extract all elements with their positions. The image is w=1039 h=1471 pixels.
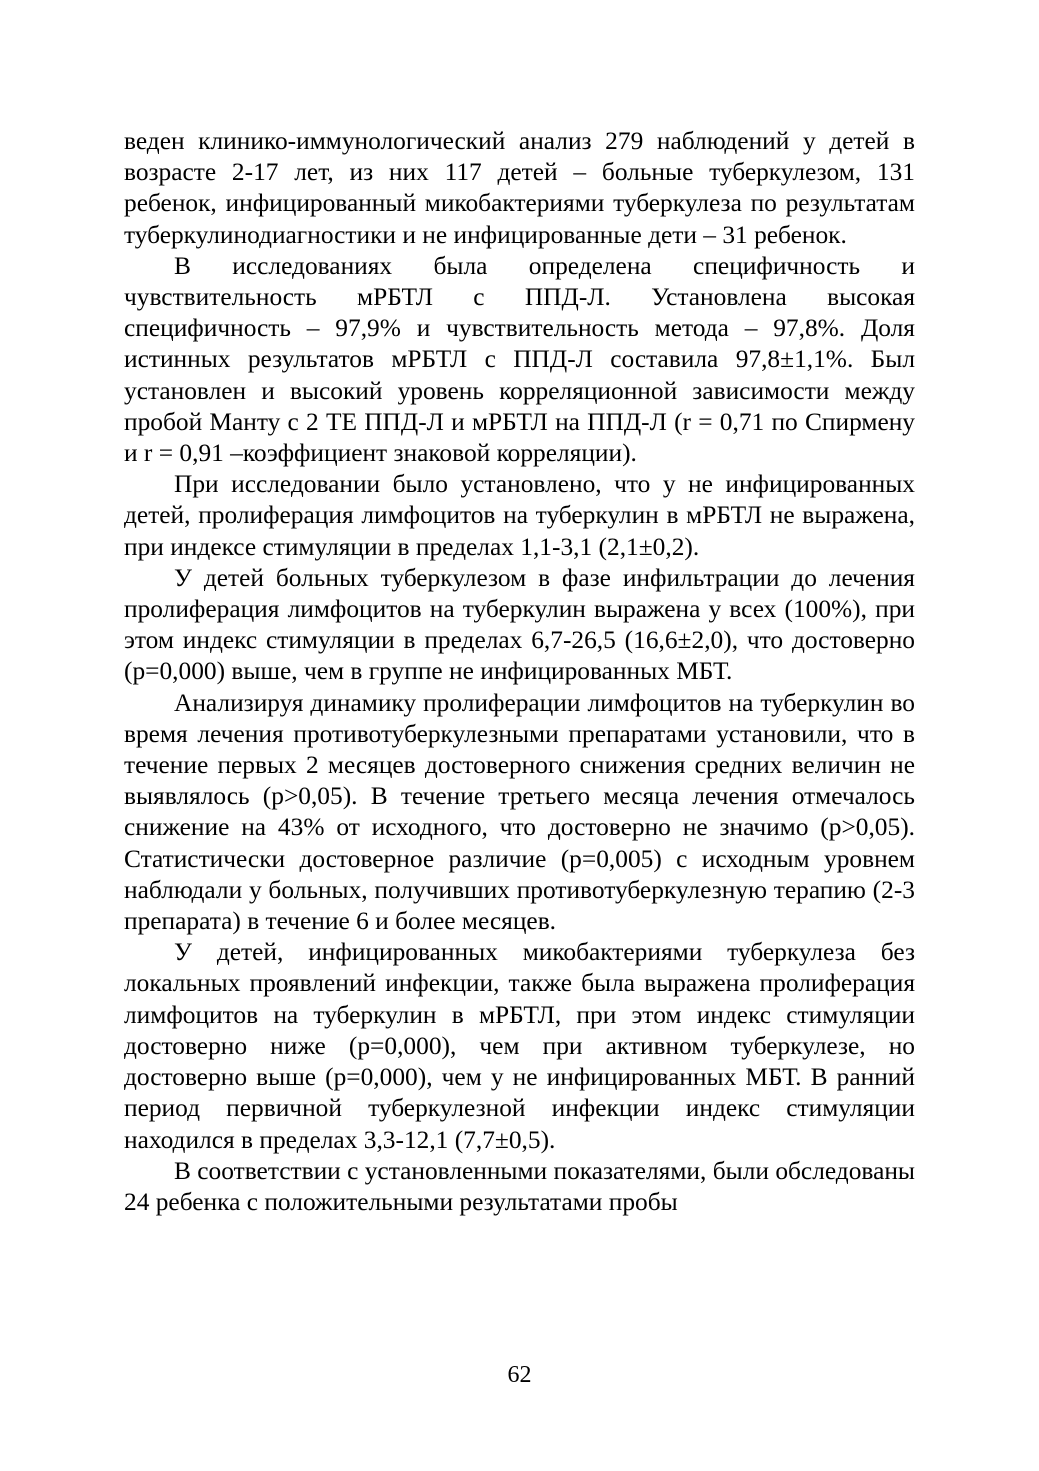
paragraph-treatment-dynamics: Анализируя динамику пролиферации лимфоцитов на туберкулин во время лечения противотуберкулезными препаратами установили, что в течение первых 2 месяцев достоверного снижения средних величин не выявлялось (p>0,05). В течение третьего месяца лечения отмечалось снижение на 43% от исходного, что достоверно не значимо (p>0,05). Статистически достоверное различие (p=0,005) с исходным уровнем наблюдали у больных, получивших противотуберкулезную терапию (2-3 препарата) в течение 6 и более месяцев.: [124, 688, 915, 936]
body-text: [124, 126, 915, 1218]
paragraph-infected-children: У детей, инфицированных микобактериями туберкулеза без локальных проявлений инфекции, также была выражена пролиферация лимфоцитов на туберкулин в мРБТЛ, при этом индекс стимуляции достоверно ниже (p=0,000), чем при активном туберкулезе, но достоверно выше (p=0,000), чем у не инфицированных МБТ. В ранний период первичной туберкулезной инфекции индекс стимуляции находился в пределах 3,3-12,1 (7,7±0,5).: [124, 938, 915, 1154]
paragraph-tuberculosis-patients: У детей больных туберкулезом в фазе инфильтрации до лечения пролиферация лимфоцитов на туберкулин выражена у всех (100%), при этом индекс стимуляции в пределах 6,7-26,5 (16,6±2,0), что достоверно (p=0,000) выше, чем в группе не инфицированных МБТ.: [124, 563, 915, 686]
paragraph-examined-children: В соответствии с установленными показателями, были обследованы 24 ребенка с положительными результатами пробы: [124, 1156, 915, 1216]
page-number: 62: [507, 1362, 532, 1388]
paragraph-uninfected-children: При исследовании было установлено, что у не инфицированных детей, пролиферация лимфоцитов на туберкулин в мРБТЛ не выражена, при индексе стимуляции в пределах 1,1-3,1 (2,1±0,2).: [124, 470, 915, 561]
paragraph-study-overview: веден клинико-иммунологический анализ 279 наблюдений у детей в возрасте 2-17 лет, из них 117 детей – больные туберкулезом, 131 ребенок, инфицированный микобактериями туберкулеза по результатам туберкулинодиагностики и не инфицированные дети – 31 ребенок.: [124, 127, 915, 249]
paragraph-specificity-sensitivity: В исследованиях была определена специфичность и чувствительность мРБТЛ с ППД-Л. Установлена высокая специфичность – 97,9% и чувствительность метода – 97,8%. Доля истинных результатов мРБТЛ с ППД-Л составила 97,8±1,1%. Был установлен и высокий уровень корреляционной зависимости между пробой Манту с 2 ТЕ ППД-Л и мРБТЛ на ППД-Л (r = 0,71 по Спирмену и r = 0,91 –коэффициент знаковой корреляции).: [124, 251, 915, 468]
